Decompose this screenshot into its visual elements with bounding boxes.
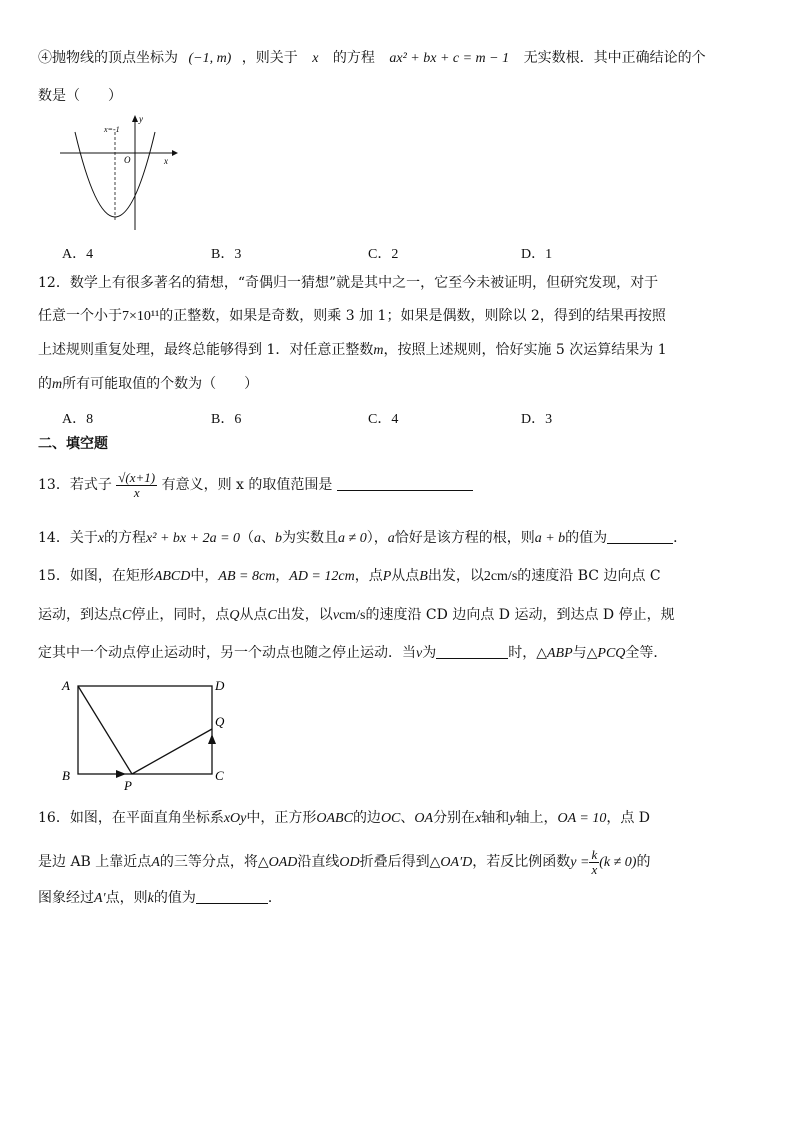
label-p: P [124,778,132,793]
label-q: Q [215,714,225,729]
q15-var: ABCD [153,569,191,584]
q14-text: ． [673,530,688,546]
q15-unit: cm/s [339,608,366,623]
q14-answer-blank[interactable] [607,529,673,544]
q16-line2 [38,844,650,881]
q15-var: C [267,608,277,623]
q11-option-d: D．1 [521,247,553,262]
q15-text: 从点 [391,568,420,584]
q16-text: ． [267,890,282,906]
q16-var: A [151,855,160,870]
q15-line3 [38,643,667,664]
q16-line3 [38,888,282,909]
q12-text: 任意一个小于 [38,308,122,324]
q16-line1 [38,808,650,829]
q16-text: 图象经过 [38,890,94,906]
q12-option-a: A．8 [62,412,94,427]
q12-var-m: m [373,343,384,358]
q14-text: 的方程 [104,530,147,546]
q15-var: C [122,608,132,623]
q14-var: b [275,531,283,546]
q14-text: ）， [366,530,388,546]
q14-var: a [254,531,262,546]
q15-text: 定其中一个动点停止运动时，另一个动点也随之停止运动．当 [38,645,416,661]
q12-option-c: C．4 [368,412,399,427]
q16-text: 的边 [352,810,381,826]
q11-parabola-graph [60,112,180,234]
q16-text: 沿直线 [297,854,340,870]
q13-line [38,466,473,504]
label-x: x [164,156,168,166]
q16-text: 是边 AB 上靠近点 [38,854,152,870]
q12-var-m: m [52,377,63,392]
q14-text: 为实数且 [282,530,339,546]
q16-text: 轴上， [515,810,558,826]
label-c: C [215,768,224,783]
q14-text: 恰好是该方程的根，则 [394,530,535,546]
q16-var: OC [380,811,401,826]
q16-var: OD [339,855,360,870]
q16-text: 折叠后得到 [359,854,430,870]
q15-line2 [38,605,675,626]
q16-text: 、 [400,810,415,826]
q14-text: 14．关于 [38,530,98,546]
q14-var: a [387,531,395,546]
q12-text: 的 [38,376,52,392]
q15-var: v [416,646,423,661]
label-y: y [139,114,143,124]
q16-var: k [147,891,154,906]
q16-text: ，点 D [606,810,651,826]
q16-var: A′ [94,891,106,906]
q12-text: 所有可能取值的个数为（ ） [62,376,259,392]
q15-text: 出发，以 [276,607,333,623]
q16-text: 轴和 [481,810,510,826]
q12-line2 [38,306,666,327]
q16-text: 点，则 [105,890,148,906]
label-b: B [62,768,70,783]
q12-line4 [38,374,258,395]
q14-equation: x² + bx + 2a = 0 [146,531,241,546]
q12-text: ，按照上述规则，恰好实施 5 次运算结果为 1 [383,342,667,358]
q15-text: 为 [422,645,437,661]
label-a: A [62,678,70,693]
q13-text: 有意义，则 x 的取值范围是 [161,477,333,493]
q16-text: 中，正方形 [246,810,317,826]
q16-numerator: k [591,846,598,862]
q12-number: 7×10¹¹ [122,309,160,324]
q16-func-y: y = [570,855,590,870]
label-x-eq: x=-1 [104,125,120,134]
q15-text: 15．如图，在矩形 [38,568,154,584]
q16-var: OA [414,811,434,826]
q11-vertex: (−1, m) [188,51,232,66]
q11-text: ④抛物线的顶点坐标为 [38,50,178,66]
q13-text: 13．若式子 [38,477,112,493]
q14-var: x [97,531,105,546]
q12-text: 的正整数，如果是奇数，则乘 3 加 1；如果是偶数，则除以 2，得到的结果再按照 [159,308,666,324]
q16-text: 的三等分点，将 [159,854,258,870]
q12-option-b: B．6 [211,412,242,427]
q11-var-x: x [312,51,319,66]
arrow-p [116,770,126,778]
q12-text: 上述规则重复处理，最终总能够得到 1．对任意正整数 [38,342,374,358]
q12-option-d: D．3 [521,412,553,427]
segment-ap [78,686,132,774]
q15-text: ， [275,568,290,584]
q12-line3 [38,340,667,361]
q16-text: ，若反比例函数 [472,854,571,870]
arrow-q [208,734,216,744]
q15-text: 的速度沿 CD 边向点 D 运动，到达点 D 停止，规 [365,607,675,623]
q16-text: 16．如图，在平面直角坐标系 [38,810,224,826]
q11-option-a: A．4 [62,247,94,262]
q14-expression: a + b [534,531,566,546]
q15-speed: 2cm/s [483,569,518,584]
q16-denominator: x [591,861,598,877]
q11-text: 无实数根．其中正确结论的个 [523,50,706,66]
q15-length: AD = 12cm [289,569,355,584]
q14-condition: a ≠ 0 [338,531,367,546]
q15-rectangle-figure [58,674,238,794]
q16-var: x [475,811,482,826]
q15-var: P [382,569,392,584]
q11-option-b: B．3 [211,247,242,262]
q15-text: 全等． [625,645,668,661]
q12-line1: 12．数学上有很多著名的猜想，“奇偶归一猜想”就是其中之一，它至今未被证明，但研究发现，对于 [38,275,659,291]
q13-fraction [116,471,157,500]
q16-fraction [589,848,599,877]
q15-triangle: △ABP [536,646,573,661]
q15-text: 出发，以 [427,568,484,584]
q16-text: 的值为 [153,890,196,906]
segment-pq [132,729,212,774]
q16-length: OA = 10 [557,811,607,826]
q16-var: xOy [223,811,247,826]
label-origin: O [124,155,131,165]
q16-var: y [509,811,516,826]
q15-text: 从点 [239,607,268,623]
q15-text: 的速度沿 BC 边向点 C [517,568,661,584]
q15-text: 停止，同时，点 [131,607,230,623]
q15-triangle: △PCQ [586,646,626,661]
q14-text: 、 [261,530,276,546]
q13-answer-blank[interactable] [337,476,473,491]
q15-text: 与 [572,645,587,661]
q15-var: B [419,569,428,584]
q15-answer-blank[interactable] [436,644,508,659]
q11-option-c: C．2 [368,247,399,262]
section-heading: 二、填空题 [38,436,108,452]
q15-text: 中， [190,568,219,584]
q16-triangle: △OAD [257,855,298,870]
q15-var: v [332,608,340,623]
q16-answer-blank[interactable] [196,889,268,904]
label-d: D [215,678,225,693]
q15-text: 运动，到达点 [38,607,122,623]
rectangle-abcd [78,686,212,774]
q16-triangle: △OA′D [429,855,473,870]
q16-text: 分别在 [433,810,476,826]
q11-text: 的方程 [332,50,375,66]
q15-text: 时， [508,645,537,661]
q15-text: ，点 [354,568,383,584]
q15-var: Q [229,608,240,623]
q16-var: OABC [316,811,353,826]
q13-numerator: √(x+1) [118,469,156,485]
q11-line2: 数是（ ） [38,88,122,104]
q14-text: （ [240,530,255,546]
q16-condition: (k ≠ 0) [599,855,637,870]
q15-line1 [38,566,661,587]
q13-denominator: x [133,484,140,500]
q16-text: 的 [636,854,651,870]
q15-length: AB = 8cm [218,569,276,584]
q14-line [38,528,687,549]
q11-equation: ax² + bx + c = m − 1 [389,51,510,66]
q11-text: ，则关于 [241,50,298,66]
q14-text: 的值为 [565,530,608,546]
q11-item4-line [38,48,706,69]
